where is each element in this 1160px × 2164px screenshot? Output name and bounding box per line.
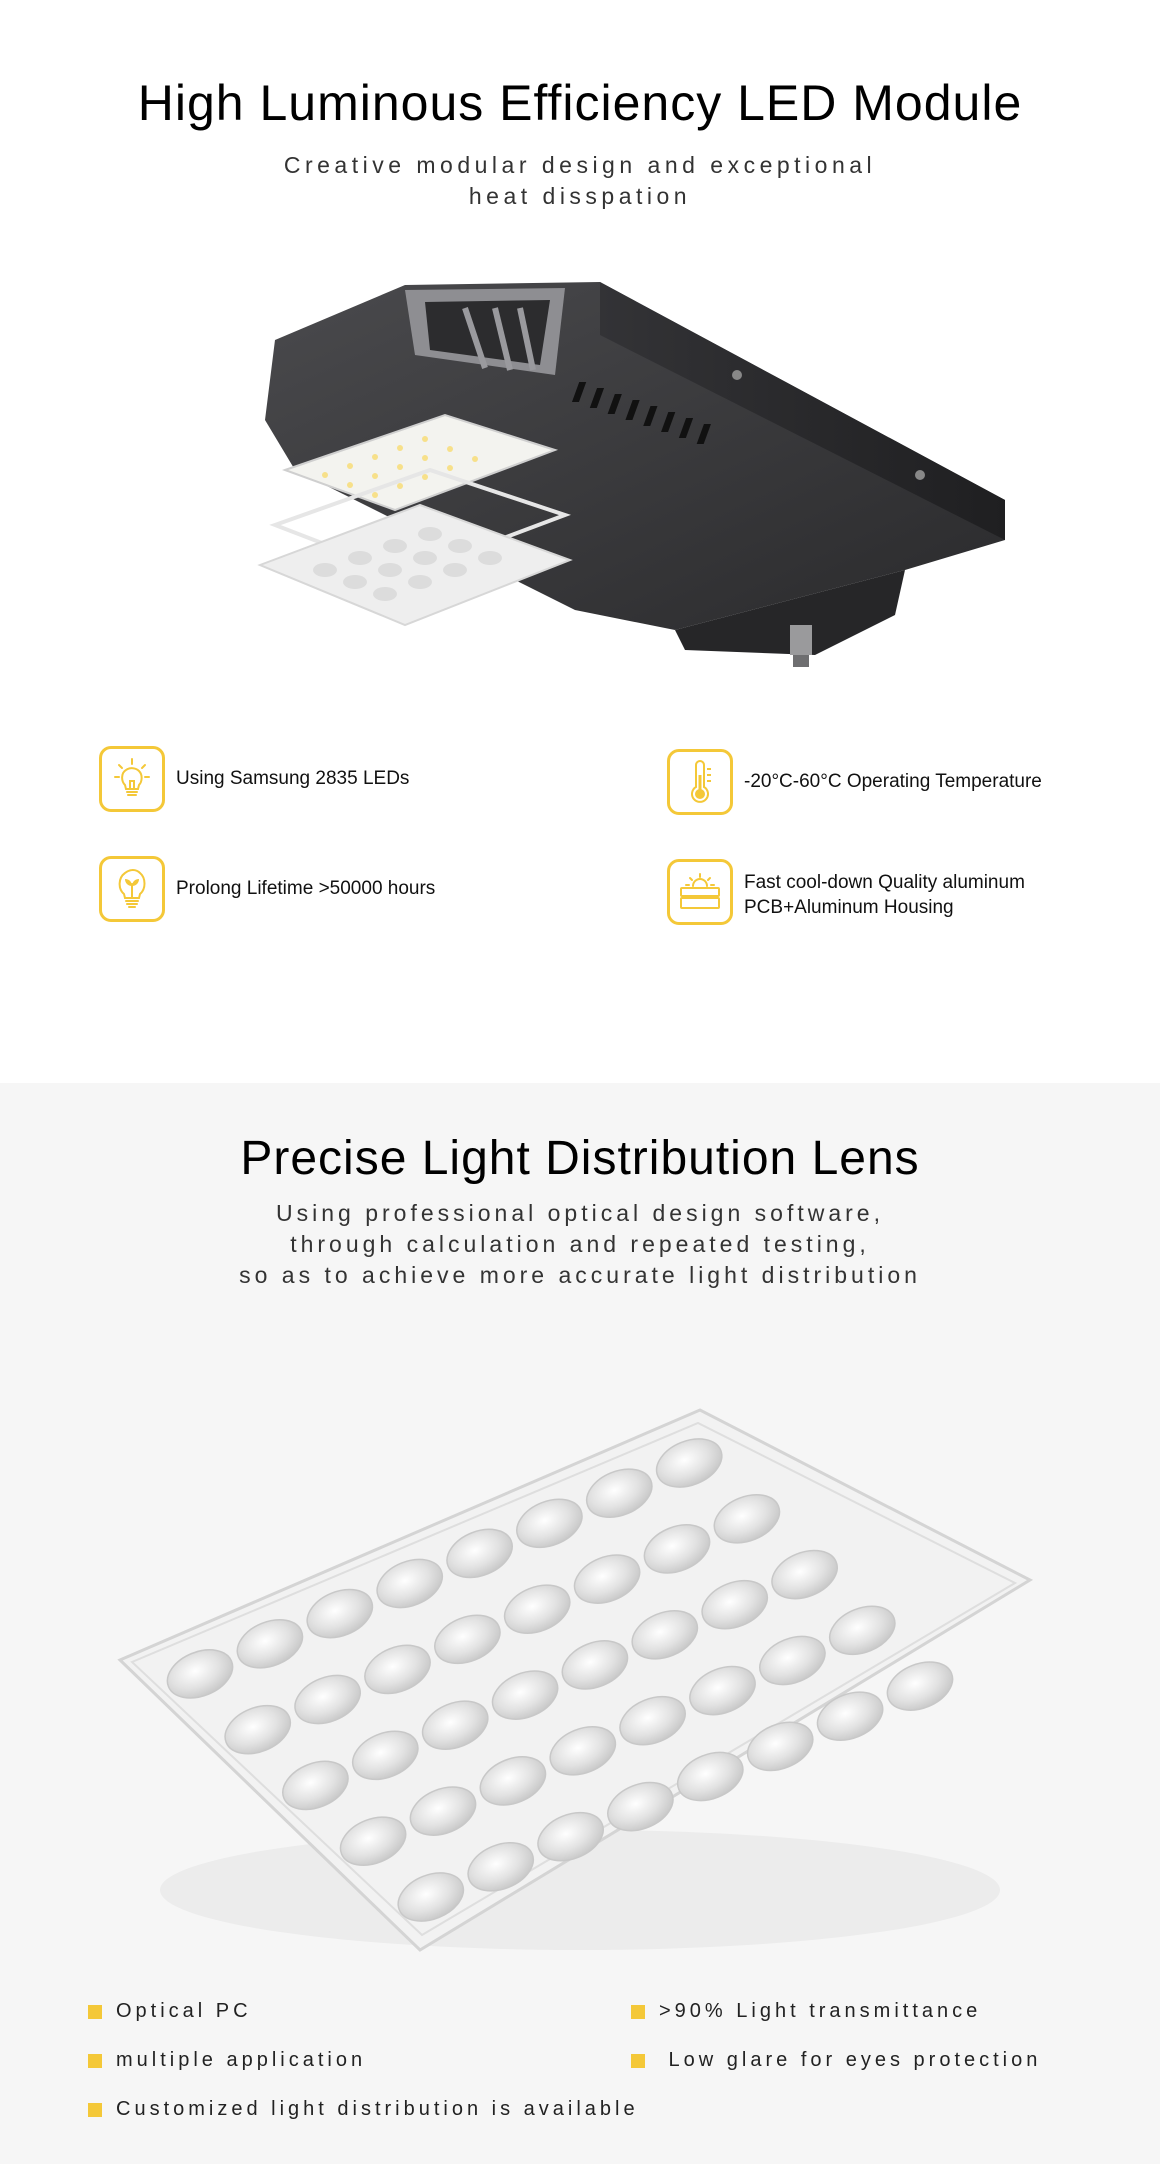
thermometer-icon (667, 749, 733, 815)
feature-text: Prolong Lifetime >50000 hours (176, 878, 436, 899)
bullet-square-icon (631, 2005, 645, 2019)
feature-item (99, 746, 409, 812)
lens-subtitle (100, 1198, 1060, 1291)
bullet-square-icon (631, 2054, 645, 2068)
lens-product-image (110, 1390, 1050, 1980)
feature-item (99, 856, 435, 922)
led-module-product-image (255, 270, 1015, 690)
led-module-title: High Luminous Efficiency LED Module (137, 75, 1023, 131)
bullet-text: Low glare for eyes protection (659, 2049, 1042, 2071)
lens-subtitle-line: through calculation and repeated testing, (290, 1231, 870, 1257)
heat-sink-icon (667, 859, 733, 925)
feature-item (667, 749, 1042, 815)
bullet-square-icon (88, 2103, 102, 2117)
feature-bullet (631, 2049, 1041, 2072)
led-module-subtitle (230, 150, 930, 212)
feature-text: Fast cool-down Quality aluminum PCB+Aluminum Housing (744, 872, 1025, 918)
feature-item (667, 859, 1025, 925)
lens-title: Precise Light Distribution Lens (240, 1132, 920, 1185)
lightbulb-icon (99, 746, 165, 812)
bullet-square-icon (88, 2054, 102, 2068)
bullet-text: >90% Light transmittance (659, 2000, 982, 2022)
feature-text: Using Samsung 2835 LEDs (176, 768, 410, 789)
eco-bulb-icon (99, 856, 165, 922)
feature-bullet (88, 2049, 366, 2072)
feature-text: -20°C-60°C Operating Temperature (744, 771, 1042, 792)
feature-bullet (631, 2000, 981, 2023)
bullet-text: Customized light distribution is available (116, 2098, 639, 2120)
bullet-text: Optical PC (116, 2000, 252, 2022)
bullet-square-icon (88, 2005, 102, 2019)
feature-bullet (88, 2000, 252, 2023)
bullet-text: multiple application (116, 2049, 367, 2071)
lens-subtitle-line: Using professional optical design software, (276, 1200, 884, 1226)
feature-bullet (88, 2098, 639, 2121)
led-module-subtitle-line: heat disspation (468, 183, 692, 209)
led-module-subtitle-line: Creative modular design and exceptional (283, 152, 877, 178)
lens-subtitle-line: so as to achieve more accurate light distribution (239, 1262, 921, 1288)
